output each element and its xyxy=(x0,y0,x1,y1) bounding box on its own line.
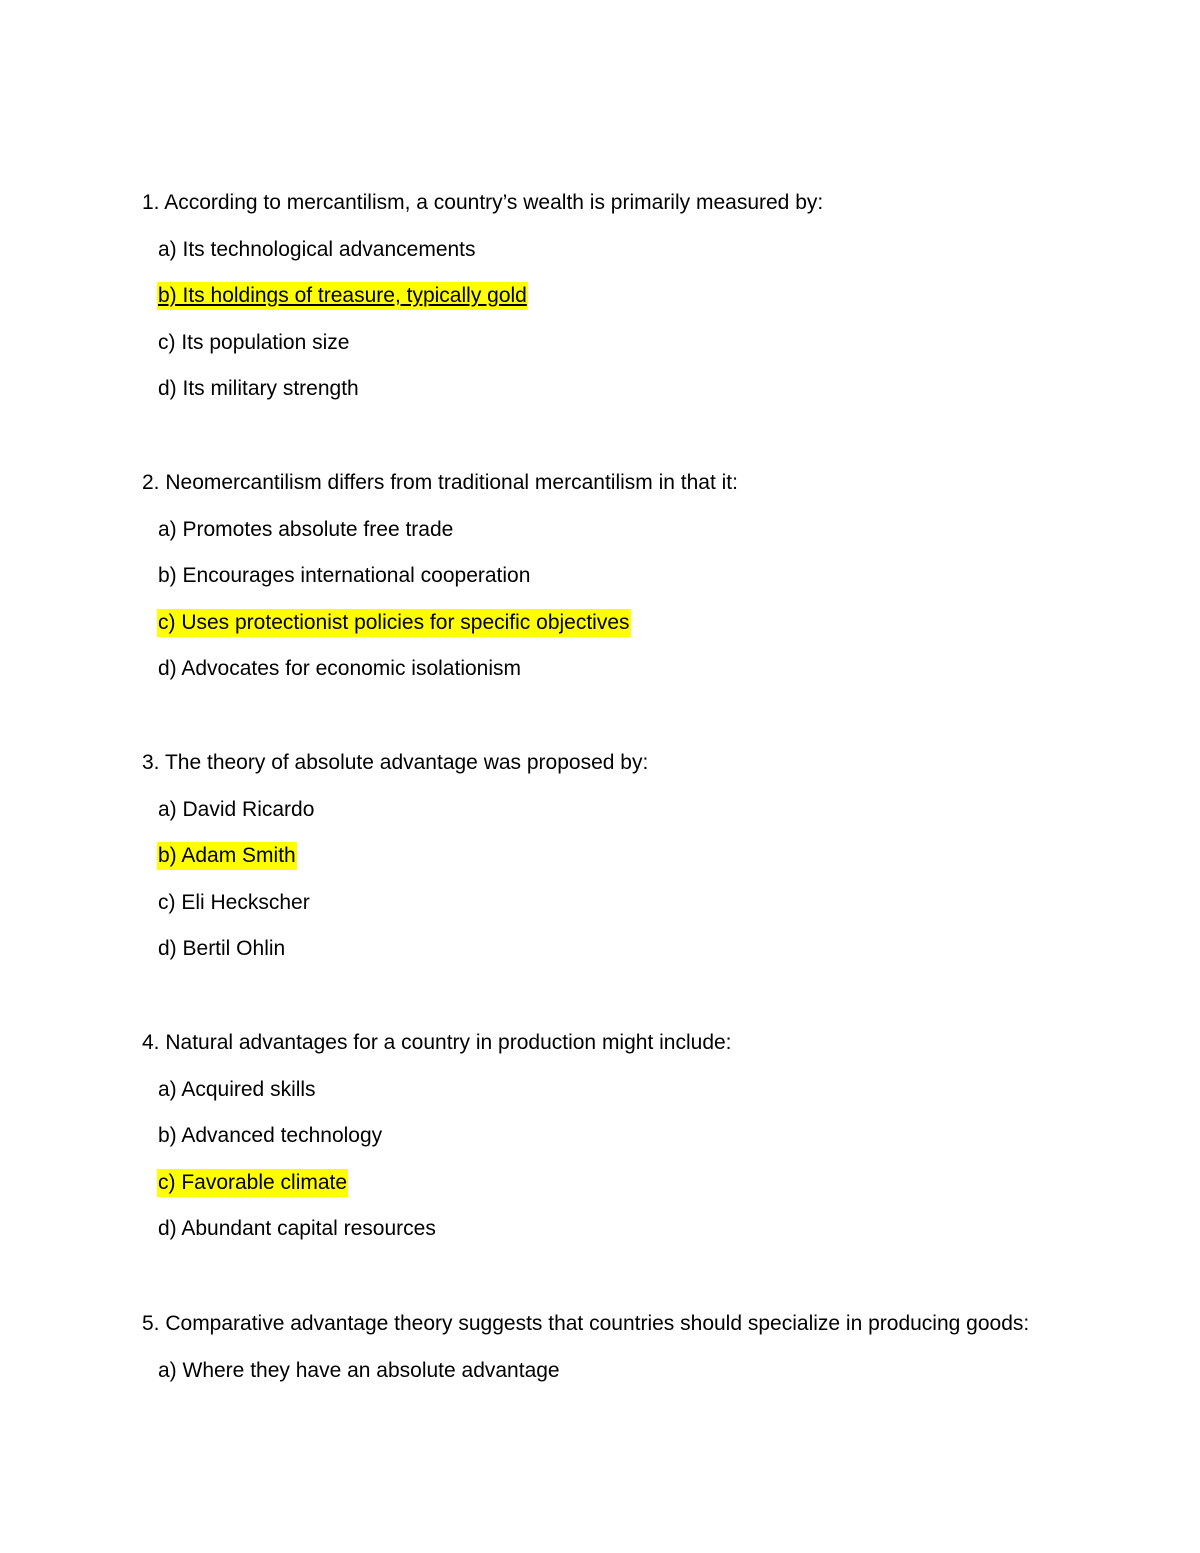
option-text: d) Abundant capital resources xyxy=(158,1217,436,1240)
option-text: b) Adam Smith xyxy=(157,842,297,870)
question-2 xyxy=(142,469,1162,683)
option-text: c) Eli Heckscher xyxy=(158,890,310,914)
question-4 xyxy=(142,1029,1162,1243)
question-text: 4. Natural advantages for a country in production might include: xyxy=(142,1031,732,1054)
answer-option-c xyxy=(142,889,1162,917)
question-text: 2. Neomercantilism differs from traditional mercantilism in that it: xyxy=(142,471,738,494)
question-text: 5. Comparative advantage theory suggests that countries should specialize in producing goods: xyxy=(142,1312,1030,1335)
option-text: c) Favorable climate xyxy=(157,1169,348,1197)
option-text: a) Where they have an absolute advantage xyxy=(158,1358,560,1382)
answer-option-a xyxy=(142,1357,1162,1385)
option-text: c) Its population size xyxy=(158,330,350,354)
question-text: 1. According to mercantilism, a country’s wealth is primarily measured by: xyxy=(142,191,824,214)
answer-option-b xyxy=(142,842,1162,870)
option-text: a) Acquired skills xyxy=(158,1077,316,1101)
question-5 xyxy=(142,1310,1162,1385)
answer-option-b xyxy=(142,1122,1162,1150)
question-1 xyxy=(142,189,1162,403)
option-text: d) Advocates for economic isolationism xyxy=(158,657,521,680)
answer-option-a xyxy=(142,236,1162,264)
option-text: a) Its technological advancements xyxy=(158,237,476,261)
answer-option-b xyxy=(142,562,1162,590)
answer-option-a xyxy=(142,1076,1162,1104)
answer-option-d xyxy=(142,1215,1162,1243)
option-text: a) Promotes absolute free trade xyxy=(158,517,454,541)
option-text: d) Its military strength xyxy=(158,377,359,400)
answer-option-d xyxy=(142,375,1162,403)
answer-option-d xyxy=(142,935,1162,963)
option-text: a) David Ricardo xyxy=(158,797,315,821)
answer-option-b xyxy=(142,282,1162,310)
option-text: d) Bertil Ohlin xyxy=(158,937,286,960)
option-text: b) Encourages international cooperation xyxy=(158,564,531,587)
answer-option-d xyxy=(142,655,1162,683)
option-text: b) Its holdings of treasure, typically gold xyxy=(157,282,528,310)
option-text: c) Uses protectionist policies for specific objectives xyxy=(157,609,631,637)
question-text: 3. The theory of absolute advantage was proposed by: xyxy=(142,751,649,774)
answer-option-c xyxy=(142,609,1162,637)
option-text: b) Advanced technology xyxy=(158,1124,383,1147)
question-3 xyxy=(142,749,1162,963)
answer-option-c xyxy=(142,1169,1162,1197)
answer-option-a xyxy=(142,516,1162,544)
answer-option-c xyxy=(142,329,1162,357)
answer-option-a xyxy=(142,796,1162,824)
